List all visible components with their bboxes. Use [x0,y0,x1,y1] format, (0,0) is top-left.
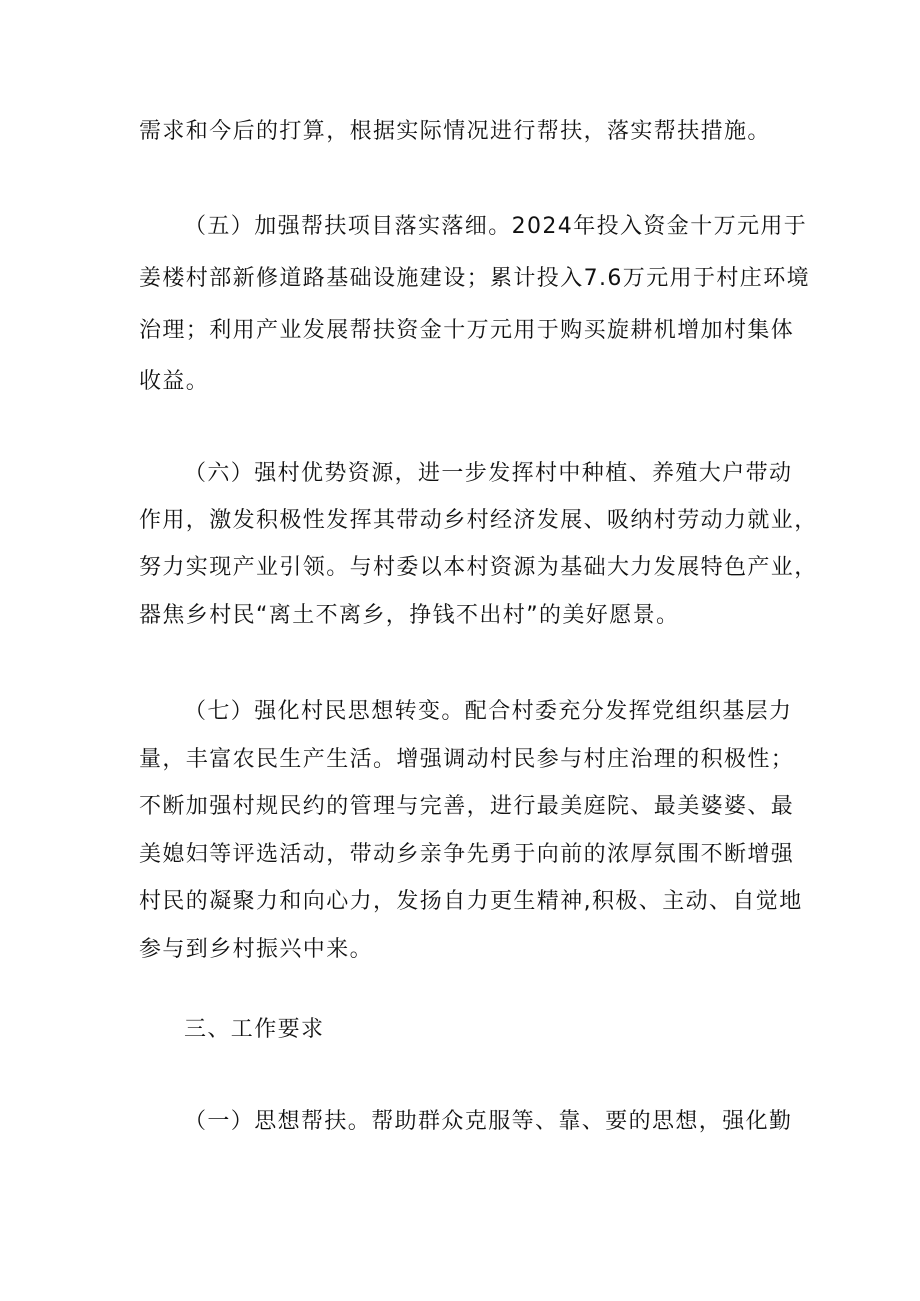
text-line: 美媳妇等评选活动，带动乡亲争先勇于向前的浓厚氛围不断增强 [139,842,795,867]
text-line: 收益。 [139,369,210,394]
text-line: （一）思想帮扶。帮助群众克服等、靠、要的思想，强化勤 [184,1109,793,1134]
text-line: 努力实现产业引领。与村委以本村资源为基础大力发展特色产业， [139,555,818,580]
text-line: 不断加强村规民约的管理与完善，进行最美庭院、最美婆婆、最 [139,794,795,819]
text-line: 村民的凝聚力和向心力，发扬自力更生精神,积极、主动、自觉地 [139,889,803,914]
text-line: （五）加强帮扶项目落实落细。2024年投入资金十万元用于 [184,214,808,239]
text-line: 姜楼村部新修道路基础设施建设；累计投入7.6万元用于村庄环境 [139,266,810,291]
text-line: （六）强村优势资源，进一步发挥村中种植、养殖大户带动 [184,461,793,486]
text-line: 治理；利用产业发展帮扶资金十万元用于购买旋耕机增加村集体 [139,318,795,343]
text-line: （七）强化村民思想转变。配合村委充分发挥党组织基层力 [184,699,793,724]
text-line: 参与到乡村振兴中来。 [139,937,374,962]
text-line: 作用，激发积极性发挥其带动乡村经济发展、吸纳村劳动力就业， [139,508,818,533]
text-line: 需求和今后的打算，根据实际情况进行帮扶，落实帮扶措施。 [139,119,771,144]
text-line: 器焦乡村民“离土不离乡，挣钱不出村”的美好愿景。 [139,603,680,628]
text-line: 量，丰富农民生产生活。增强调动村民参与村庄治理的积极性； [139,747,795,772]
section-heading: 三、工作要求 [184,1017,325,1042]
